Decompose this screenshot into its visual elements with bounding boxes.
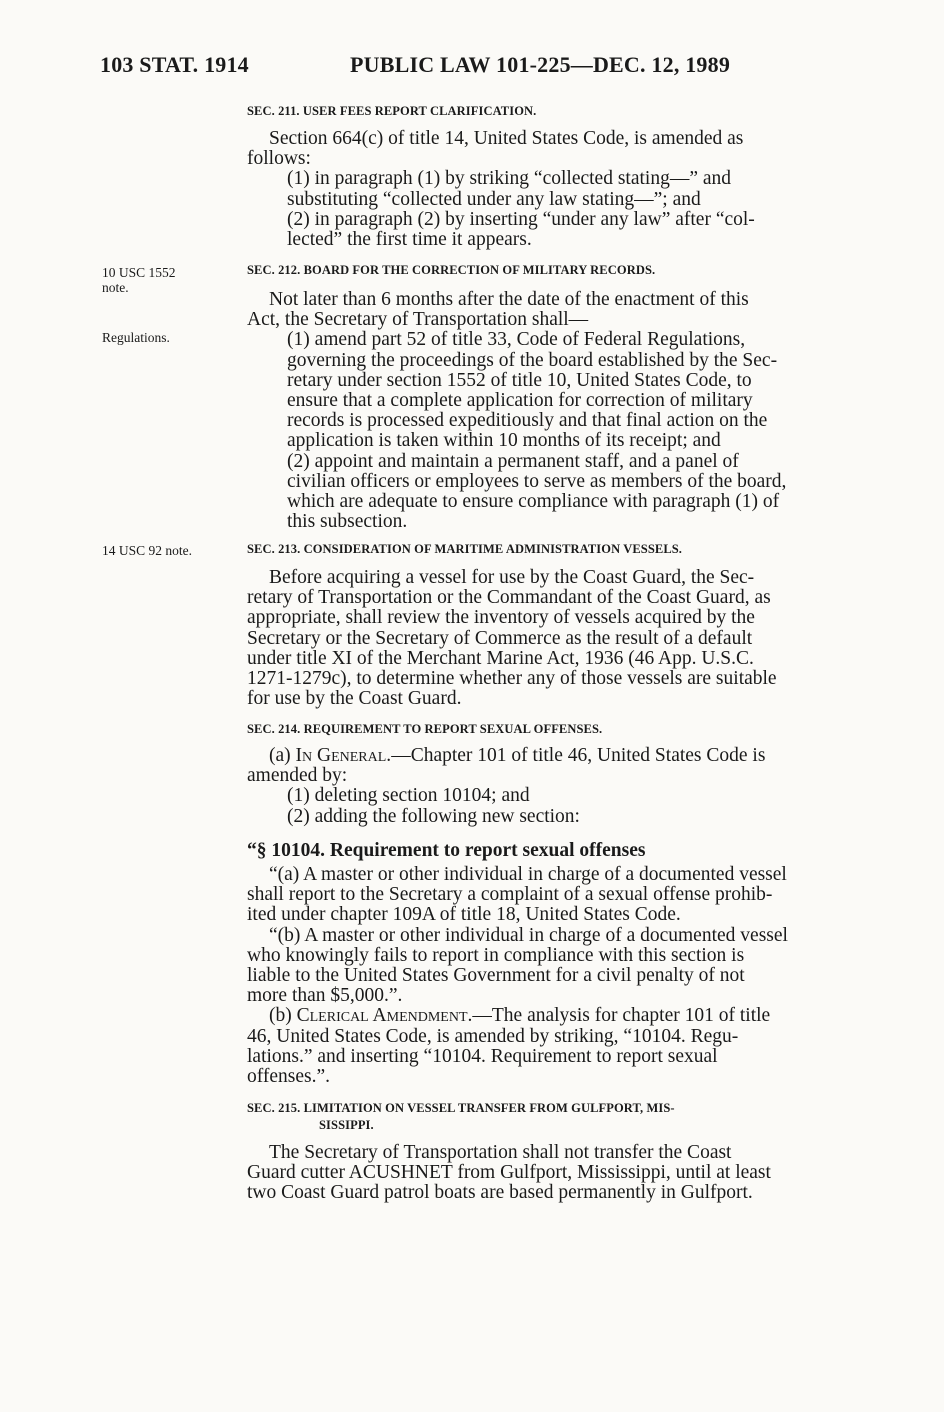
paragraph-line: Before acquiring a vessel for use by the Coast Guard, the Sec- [269, 567, 755, 588]
paragraph-line: (1) deleting section 10104; and [287, 785, 530, 807]
margin-note-14-usc-92: 14 USC 92 note. [102, 543, 193, 558]
paragraph-line: which are adequate to ensure compliance with paragraph (1) of [287, 491, 780, 513]
new-section-title: “§ 10104. Requirement to report sexual offenses [247, 839, 646, 861]
paragraph-line: (2) in paragraph (2) by inserting “under any law” after “col- [287, 208, 755, 230]
paragraph-line: this subsection. [287, 511, 408, 533]
paragraph-line: (2) appoint and maintain a permanent staff, and a panel of [287, 450, 739, 472]
section-214 [247, 721, 875, 1087]
stat-page-number: 103 STAT. 1914 [100, 52, 249, 77]
subsection-label: (a) [269, 745, 296, 766]
section-heading: SEC. 211. USER FEES REPORT CLARIFICATION. [247, 104, 537, 118]
paragraph-line: under title XI of the Merchant Marine Act, 1936 (46 App. U.S.C. [247, 647, 754, 669]
subsection-caption: In General. [295, 745, 392, 766]
paragraph-line: appropriate, shall review the inventory of vessels acquired by the [247, 607, 755, 629]
subsection-text: —The analysis for chapter 101 of title [472, 1005, 771, 1027]
paragraph-line: retary of Transportation or the Commandant of the Coast Guard, as [247, 587, 771, 609]
section-213 [247, 541, 875, 709]
section-215 [247, 1100, 875, 1204]
margin-note-regulations: Regulations. [102, 330, 170, 345]
paragraph-line: (1) amend part 52 of title 33, Code of Federal Regulations, [287, 329, 746, 351]
paragraph-line: ited under chapter 109A of title 18, United States Code. [247, 904, 681, 926]
paragraph-line: “(b) A master or other individual in charge of a documented vessel [269, 924, 788, 946]
paragraph-line: liable to the United States Government for a civil penalty of not [247, 965, 745, 987]
paragraph-line: who knowingly fails to report in compliance with this section is [247, 944, 745, 966]
section-heading-line: SISSIPPI. [319, 1118, 374, 1132]
paragraph-line: Act, the Secretary of Transportation shall— [247, 309, 589, 331]
section-heading: SEC. 213. CONSIDERATION OF MARITIME ADMINISTRATION VESSELS. [247, 542, 683, 556]
paragraph-line: more than $5,000.”. [247, 985, 403, 1007]
section-212 [247, 262, 875, 532]
margin-note-10-usc-1552 [102, 265, 232, 295]
paragraph-line: records is processed expeditiously and that final action on the [287, 410, 768, 432]
paragraph-line: follows: [247, 148, 311, 170]
paragraph-line: retary under section 1552 of title 10, United States Code, to [287, 369, 752, 391]
section-heading: SEC. 212. BOARD FOR THE CORRECTION OF MILITARY RECORDS. [247, 263, 656, 277]
paragraph-line: Secretary or the Secretary of Commerce as the result of a default [247, 627, 753, 649]
paragraph-line: The Secretary of Transportation shall not transfer the Coast [269, 1142, 732, 1163]
public-law-title: PUBLIC LAW 101-225—DEC. 12, 1989 [350, 52, 731, 77]
paragraph-line: (1) in paragraph (1) by striking “collected stating—” and [287, 168, 732, 190]
paragraph-line: lations.” and inserting “10104. Requirement to report sexual [247, 1045, 718, 1067]
margin-note-line: 10 USC 1552 [102, 265, 176, 280]
paragraph-line: ensure that a complete application for correction of military [287, 390, 753, 412]
subsection-label: (b) [269, 1005, 297, 1027]
paragraph-line: “(a) A master or other individual in charge of a documented vessel [269, 864, 787, 886]
section-heading: SEC. 214. REQUIREMENT TO REPORT SEXUAL OFFENSES. [247, 722, 603, 736]
paragraph-line: (2) adding the following new section: [287, 805, 580, 827]
section-211 [247, 103, 875, 250]
paragraph-line: 1271-1279c), to determine whether any of those vessels are suitable [247, 668, 777, 690]
paragraph-line: two Coast Guard patrol boats are based permanently in Gulfport. [247, 1182, 753, 1204]
paragraph-line: Not later than 6 months after the date of the enactment of this [269, 289, 749, 310]
section-heading [247, 1100, 875, 1134]
subsection-caption: Clerical Amendment. [296, 1005, 473, 1027]
paragraph-line: governing the proceedings of the board established by the Sec- [287, 349, 778, 371]
subsection-text: —Chapter 101 of title 46, United States Code is [391, 745, 766, 766]
paragraph-line: shall report to the Secretary a complaint of a sexual offense prohib- [247, 884, 773, 906]
paragraph-line: application is taken within 10 months of its receipt; and [287, 430, 721, 452]
margin-note-line: note. [102, 280, 129, 295]
paragraph-line: Section 664(c) of title 14, United States Code, is amended as [269, 128, 744, 149]
paragraph-line: substituting “collected under any law stating—”; and [287, 188, 701, 210]
paragraph-line: offenses.”. [247, 1066, 331, 1088]
paragraph-line: civilian officers or employees to serve as members of the board, [287, 470, 787, 492]
paragraph-line: lected” the first time it appears. [287, 229, 532, 251]
paragraph-line [247, 746, 875, 766]
paragraph-line [247, 1006, 875, 1026]
paragraph-line: amended by: [247, 765, 348, 787]
paragraph-line: 46, United States Code, is amended by striking, “10104. Regu- [247, 1025, 739, 1047]
paragraph-line: for use by the Coast Guard. [247, 688, 462, 710]
section-heading-line: SEC. 215. LIMITATION ON VESSEL TRANSFER FROM GULFPORT, MIS- [247, 1101, 675, 1115]
paragraph-line: Guard cutter ACUSHNET from Gulfport, Mississippi, until at least [247, 1162, 771, 1184]
